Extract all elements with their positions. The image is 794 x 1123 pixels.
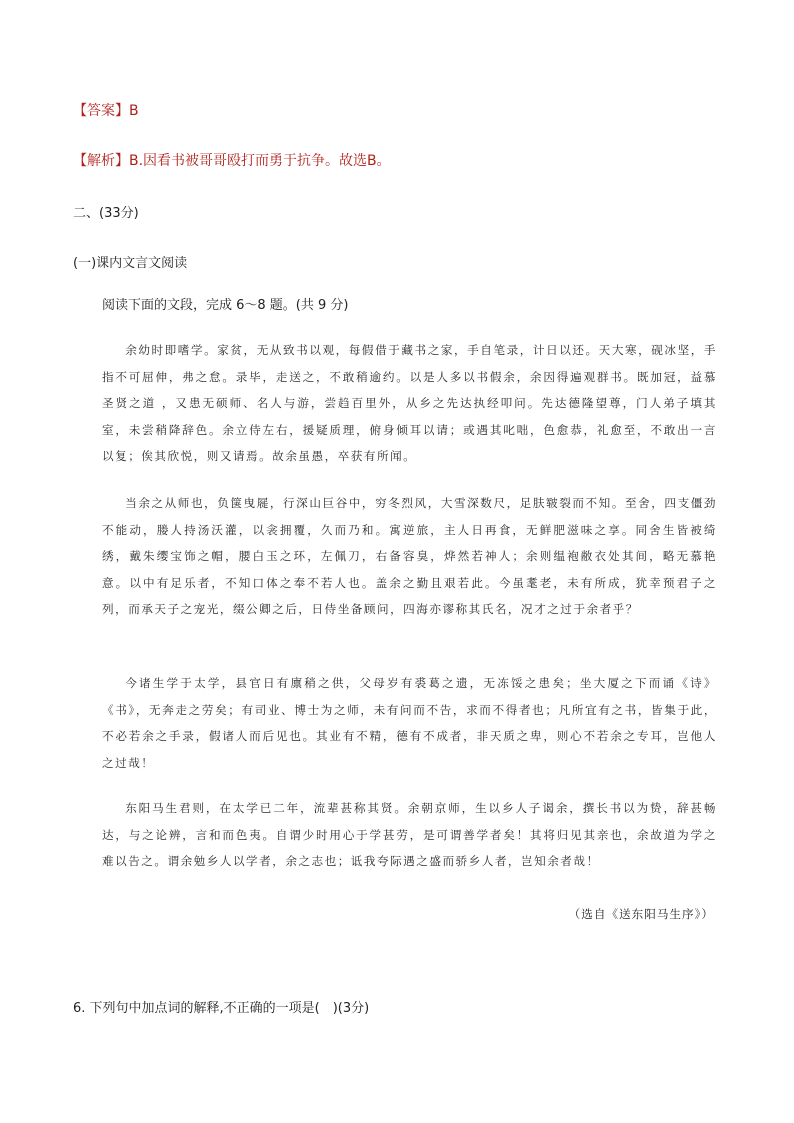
analysis-text: B.因看书被哥哥殴打而勇于抗争。故选B。 [129,153,391,169]
analysis-line [73,152,391,170]
passage-source: （选自《送东阳马生序》） [568,907,714,921]
section-heading: 二、(33分) [73,206,139,221]
passage-paragraph-2: 当余之从师也，负箧曳屣，行深山巨谷中，穷冬烈风，大雪深数尺，足肤皲裂而不知。至舍，四支僵劲不能动，媵人持汤沃灌，以衾拥覆，久而乃和。寓逆旅，主人日再食，无鲜肥滋味之享。同舍生皆被绮绣，戴朱缨宝饰之帽，腰白玉之环，左佩刀，右备容臭，烨然若神人；余则缊袍敝衣处其间，略无慕艳意。以中有足乐者，不知口体之奉不若人也。盖余之勤且艰若此。今虽耄老，未有所成，犹幸预君子之列，而承天子之宠光，缀公卿之后，日侍坐备顾问，四海亦谬称其氏名，况才之过于余者乎？ [102,496,717,617]
question-6: 6. 下列句中加点词的解释,不正确的一项是( )(3分) [73,1001,370,1016]
answer-line [73,102,139,120]
passage-paragraph-4: 东阳马生君则，在太学已二年，流辈甚称其贤。余朝京师，生以乡人子谒余，撰长书以为贽，辞甚畅达，与之论辨，言和而色夷。自谓少时用心于学甚劳，是可谓善学者矣！其将归见其亲也，余故道为学之难以告之。谓余勉乡人以学者，余之志也；诋我夸际遇之盛而骄乡人者，岂知余者哉！ [102,801,717,869]
answer-tag: 【答案】 [73,103,129,119]
analysis-tag: 【解析】 [73,153,129,169]
passage-paragraph-3: 今诸生学于太学，县官日有廪稍之供，父母岁有裘葛之遗，无冻馁之患矣；坐大厦之下而诵《诗》《书》，无奔走之劳矣；有司业、博士为之师，未有问而不告，求而不得者也；凡所宜有之书，皆集于此，不必若余之手录，假诸人而后见也。其业有不精，德有不成者，非天质之卑，则心不若余之专耳，岂他人之过哉！ [102,676,717,770]
answer-value: B [129,103,139,119]
section-subheading: (一)课内文言文阅读 [73,256,188,271]
passage-paragraph-1: 余幼时即嗜学。家贫，无从致书以观，每假借于藏书之家，手自笔录，计日以还。天大寒，砚冰坚，手指不可屈伸，弗之怠。录毕，走送之，不敢稍逾约。以是人多以书假余，余因得遍观群书。既加冠，益慕圣贤之道 ，又患无硕师、名人与游，尝趋百里外，从乡之先达执经叩问。先达德隆望尊，门人弟子填其室，未尝稍降辞色。余立侍左右，援疑质理，俯身倾耳以请；或遇其叱咄，色愈恭，礼愈至，不敢出一言以复；俟其欣悦，则又请焉。故余虽愚，卒获有所闻。 [102,343,717,464]
reading-instruction: 阅读下面的文段，完成 6～8 题。(共 9 分) [102,298,349,313]
